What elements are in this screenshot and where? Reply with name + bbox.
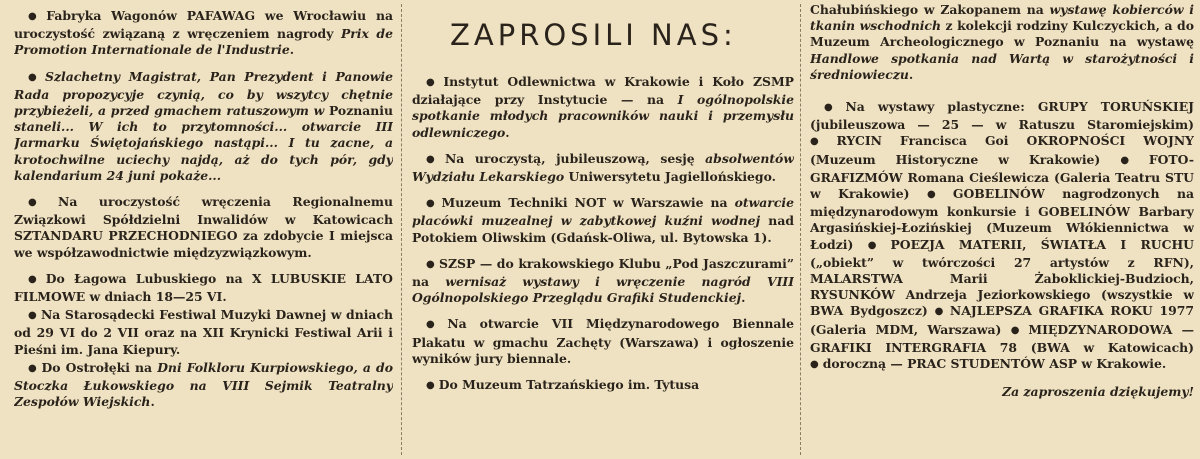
bullet-icon: ● xyxy=(28,310,37,322)
bullet-icon: ● xyxy=(867,239,887,251)
page-title: ZAPROSILI NAS: xyxy=(450,18,737,52)
notice-lagow: ● Do Łagowa Lubuskiego na X LUBUSKIE LATO FILMOWE w dniach 18—25 VI. xyxy=(14,270,393,305)
column-divider xyxy=(401,4,402,455)
bullet-icon: ● xyxy=(426,380,435,392)
bullet-icon: ● xyxy=(28,273,42,285)
bullet-icon: ● xyxy=(28,11,43,22)
notice-zakopane-continued: Chałubińskiego w Zakopanem na wystawę kobierców i tkanin wschodnich z kolekcji rodziny Kulczyckich, a do Muzeum Archeologicznego w Poznaniu na wystawę Handlowe spotkania nad Wartą w starożytności i średniowieczu. xyxy=(810,2,1194,82)
bullet-icon: ● xyxy=(426,319,444,331)
bullet-icon: ● xyxy=(810,136,833,148)
notice-katowice-banner: ● Na uroczystość wręczenia Regionalnemu Związkowi Spółdzielni Inwalidów w Katowicach SZTANDARU PRZECHODNIEGO za zdobycie I miejsca we współzawodnictwie międzyzwiązkowym. xyxy=(14,194,393,260)
bullet-icon: ● xyxy=(1120,154,1145,166)
bullet-icon: ● xyxy=(426,77,440,88)
notice-art-exhibitions: ● Na wystawy plastyczne: GRUPY TORUŃSKIEJ (jubileuszowa — 25 — w Ratuszu Staromiejskim) ● RYCIN Francisca Goi OKROPNOŚCI WOJNY (Muzeum Historyczne w Krakowie) ● FOTO-GRAFIZMÓW Romana Cieślewicza (Galeria Teatru STU w Krakowie) ● GOBELINÓW nagrodzonych na międzynarodowym konkursie i GOBELINÓW Barbary Argasińskiej-Łozińskiej (Muzeum Włókiennictwa w Łodzi) ● POEZJA MATERII, ŚWIATŁA I RUCHU („obiekt” w twórczości 27 artystów z RFN), MALARSTWA Marii Żaboklickiej-Budzioch, RYSUNKÓW Andrzeja Jeziorkowskiego (wszystkie w BWA Bydgoszcz) ● NAJLEPSZA GRAFIKA ROKU 1977 (Galeria MDM, Warszawa) ● MIĘDZYNARODOWA — GRAFIKI INTERGRAFIA 78 (BWA w Katowicach) ● doroczną — PRAC STUDENTÓW ASP w Krakowie. xyxy=(810,99,1194,372)
bullet-icon: ● xyxy=(934,306,946,318)
column-middle xyxy=(412,0,794,459)
notice-pafawag: ● Fabryka Wagonów PAFAWAG we Wrocławiu na uroczystość związaną z wręczeniem nagrody Prix de Promotion Internationale de l'Industrie. xyxy=(14,8,393,58)
bullet-icon: ● xyxy=(28,197,54,209)
column-divider xyxy=(800,4,801,455)
bullet-icon: ● xyxy=(824,102,842,114)
bullet-icon: ● xyxy=(426,198,438,210)
notice-szsp-club: ● SZSP — do krakowskiego Klubu „Pod Jaszczurami” na wernisaż wystawy i wręczenie nagród VIII Ogólnopolskiego Przeglądu Grafiki Studenckiej. xyxy=(412,255,794,306)
notice-medical-jubilee: ● Na uroczystą, jubileuszową, sesję absolwentów Wydziału Lekarskiego Uniwersytetu Jagiellońskiego. xyxy=(412,150,794,185)
bullet-icon: ● xyxy=(926,189,949,201)
column-left xyxy=(14,0,393,459)
notice-technology-museum: ● Muzeum Techniki NOT w Warszawie na otwarcie placówki muzealnej w zabytkowej kuźni wodnej nad Potokiem Oliwskim (Gdańsk-Oliwa, ul. Bytowska 1). xyxy=(412,195,794,245)
bullet-icon: ● xyxy=(28,71,42,83)
bullet-icon: ● xyxy=(1010,324,1025,336)
bullet-icon: ● xyxy=(28,362,38,374)
bullet-icon: ● xyxy=(810,359,819,371)
notice-poznan-fair: ● Szlachetny Magistrat, Pan Prezydent i Panowie Rada propozycyje czynią, co by wszytcy chętnie przybieżeli, a przed gmachem ratuszowym w Poznaniu staneli... W ich to przytomności... otwarcie III Jarmarku Świętojańskiego nastąpi... I tu zacne, a krotochwilne uciechy najdą, aż do tych pór, gdy kalendarium 24 juni pokaże... xyxy=(14,68,393,183)
column-right xyxy=(810,0,1194,459)
notice-stary-sacz: ● Na Starosądecki Festiwal Muzyki Dawnej w dniach od 29 VI do 2 VII oraz na XII Krynicki Festiwal Arii i Pieśni im. Jana Kiepury. xyxy=(14,307,393,357)
notice-poster-biennale: ● Na otwarcie VII Międzynarodowego Biennale Plakatu w gmachu Zachęty (Warszawa) i ogłoszenie wyników jury biennale. xyxy=(412,316,794,366)
notice-tatra-museum: ● Do Muzeum Tatrzańskiego im. Tytusa xyxy=(426,377,700,393)
bullet-icon: ● xyxy=(426,258,435,270)
closing-thanks: Za zaproszenia dziękujemy! xyxy=(1002,384,1194,400)
notice-ostroleka: ● Do Ostrołęki na Dni Folkloru Kurpiowskiego, a do Stoczka Łukowskiego na VIII Sejmik Teatralny Zespołów Wiejskich. xyxy=(14,359,393,410)
bullet-icon: ● xyxy=(426,153,441,165)
notice-foundry-institute: ● Instytut Odlewnictwa w Krakowie i Koło ZSMP działające przy Instytucie — na I ogólnopolskie spotkanie młodych pracowników nauki i przemysłu odlewniczego. xyxy=(412,74,794,140)
